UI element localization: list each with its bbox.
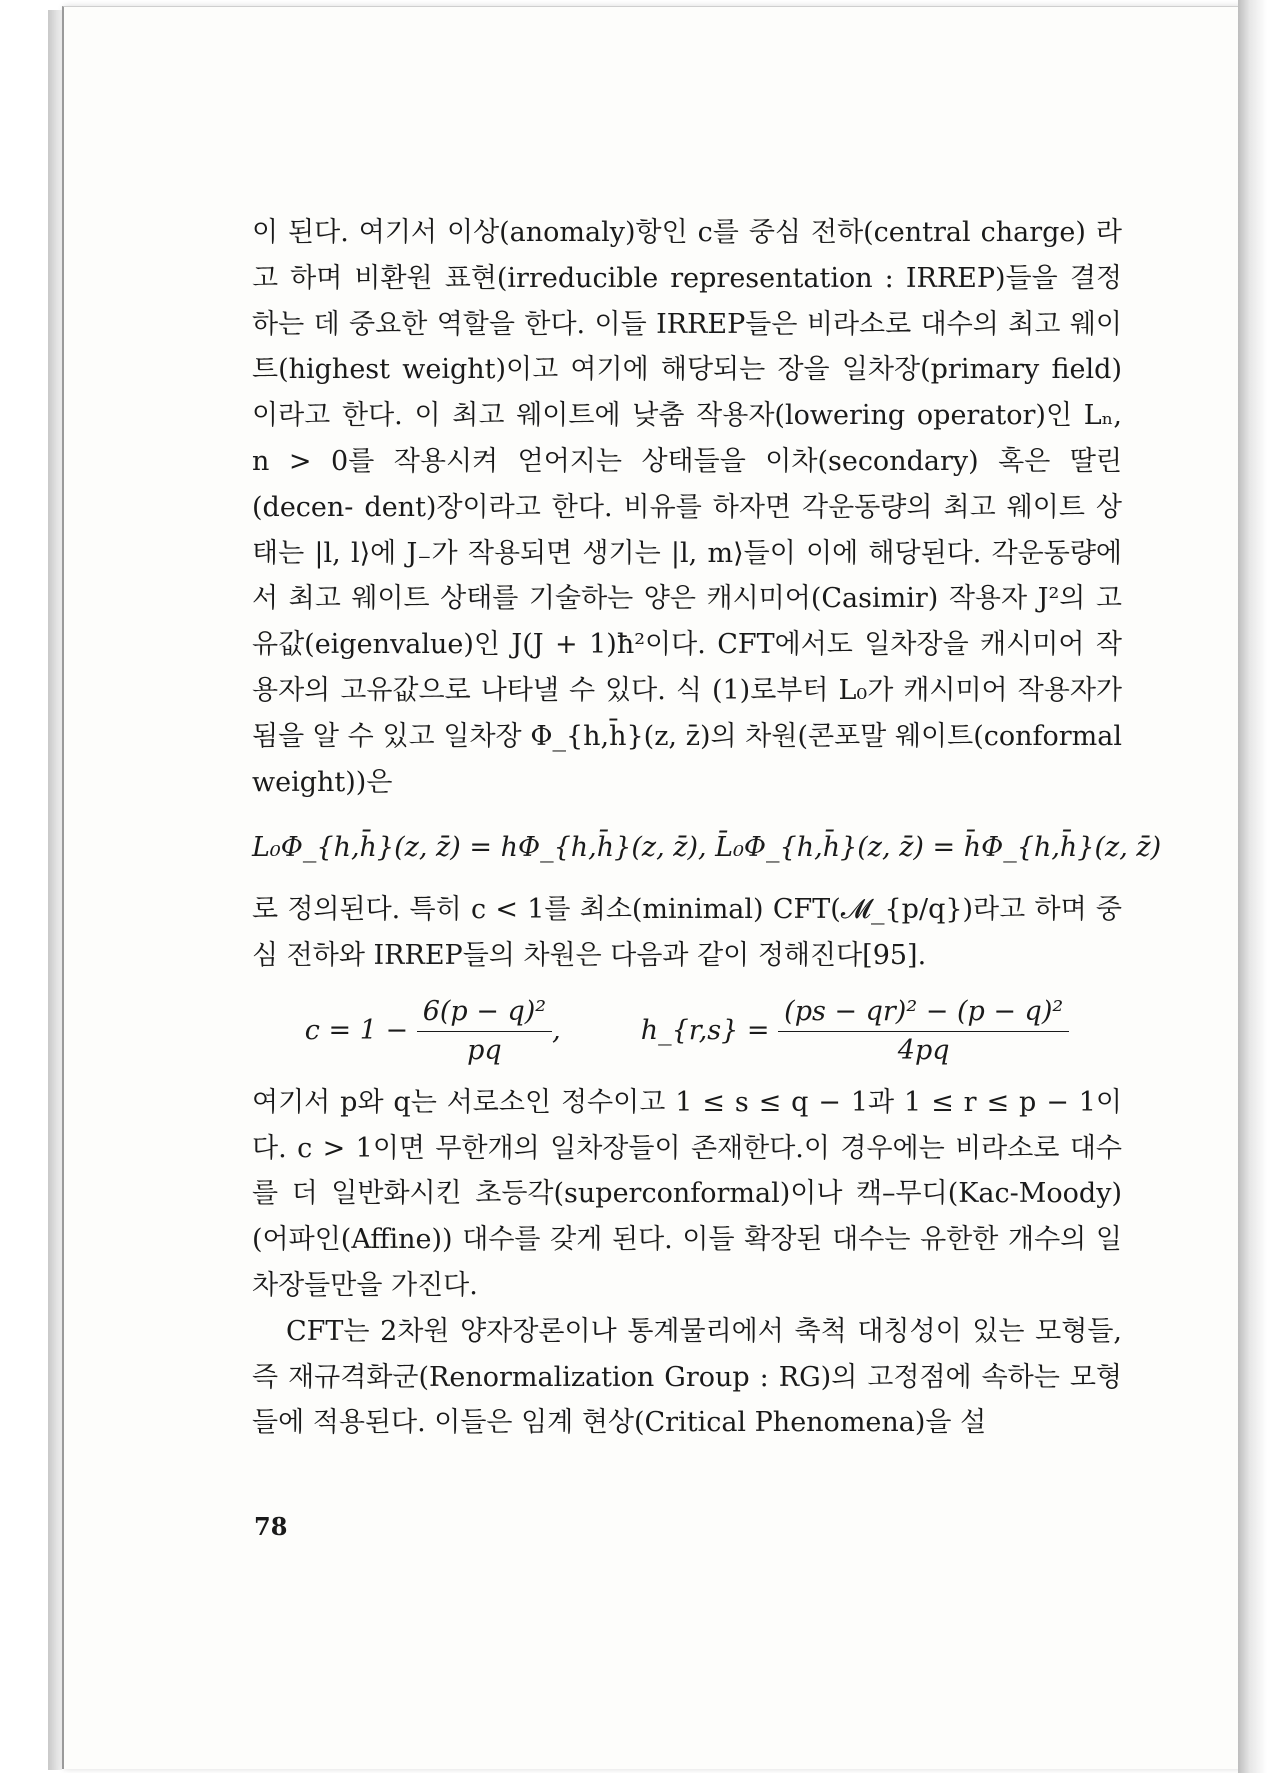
h-formula xyxy=(641,993,1069,1070)
paragraph-1: 이 된다. 여기서 이상(anomaly)항인 c를 중심 전하(central charge) 라고 하며 비환원 표현(irreducible representation : IRREP)들을 결정하는 데 중요한 역할을 한다. 이들 IRREP들은 비라소로 대수의 최고 웨이트(highest weight)이고 여기에 해당되는 장을 일차장(primary field)이라고 한다. 이 최고 웨이트에 낮춤 작용자(lowering operator)인 Lₙ, n > 0를 작용시켜 얻어지는 상태들을 이차(secondary) 혹은 딸린(decen- dent)장이라고 한다. 비유를 하자면 각운동량의 최고 웨이트 상태는 |l, l⟩에 J₋가 작용되면 생기는 |l, m⟩들이 이에 해당된다. 각운동량에서 최고 웨이트 상태를 기술하는 양은 캐시미어(Casimir) 작용자 J²의 고유값(eigenvalue)인 J(J + 1)ħ²이다. CFT에서도 일차장을 캐시미어 작용자의 고유값으로 나타낼 수 있다. 식 (1)로부터 L₀가 캐시미어 작용자가 됨을 알 수 있고 일차장 Φ_{h,h̄}(z, z̄)의 차원(콘포말 웨이트(conformal weight))은 xyxy=(252,217,1122,798)
h-fraction xyxy=(778,993,1069,1070)
equation-central-charge xyxy=(252,993,1122,1070)
h-lhs: h_{r,s} = xyxy=(640,1014,770,1046)
h-denominator: 4pq xyxy=(897,1034,950,1066)
equation-conformal-weight: L₀Φ_{h,h̄}(z, z̄) = hΦ_{h,h̄}(z, z̄), L̄₀Φ_{h,h̄}(z, z̄) = h̄Φ_{h,h̄}(z, z̄) xyxy=(252,832,1162,864)
page-body xyxy=(252,210,1162,1446)
c-lhs: c = 1 − xyxy=(304,1014,409,1046)
h-numerator: (ps − qr)² − (p − q)² xyxy=(778,993,1069,1032)
page-edge xyxy=(1238,0,1267,1773)
paragraph-2: 로 정의된다. 특히 c < 1를 최소(minimal) CFT(𝓜_{p/q})라고 하며 중심 전하와 IRREP들의 차원은 다음과 같이 정해진다[95]. xyxy=(252,894,1122,971)
c-numerator: 6(p − q)² xyxy=(417,993,552,1032)
c-formula xyxy=(305,993,561,1070)
paragraph-4: CFT는 2차원 양자장론이나 통계물리에서 축척 대칭성이 있는 모형들, 즉 재규격화군(Renormalization Group : RG)의 고정점에 속하는 모형들에 적용된다. 이들은 임계 현상(Critical Phenomena)을 설 xyxy=(252,1315,1122,1439)
paragraph-3: 여기서 p와 q는 서로소인 정수이고 1 ≤ s ≤ q − 1과 1 ≤ r ≤ p − 1이다. c > 1이면 무한개의 일차장들이 존재한다.이 경우에는 비라소로 대수를 더 일반화시킨 초등각(superconformal)이나 캑–무디(Kac-Moody)(어파인(Affine)) 대수를 갖게 된다. 이들 확장된 대수는 유한한 개수의 일차장들만을 가진다. xyxy=(252,1086,1122,1301)
c-tail: , xyxy=(552,1014,561,1046)
book-spine-shadow xyxy=(48,10,62,1770)
page-number: 78 xyxy=(254,1512,288,1541)
c-fraction xyxy=(417,993,552,1070)
c-denominator: pq xyxy=(467,1034,502,1066)
